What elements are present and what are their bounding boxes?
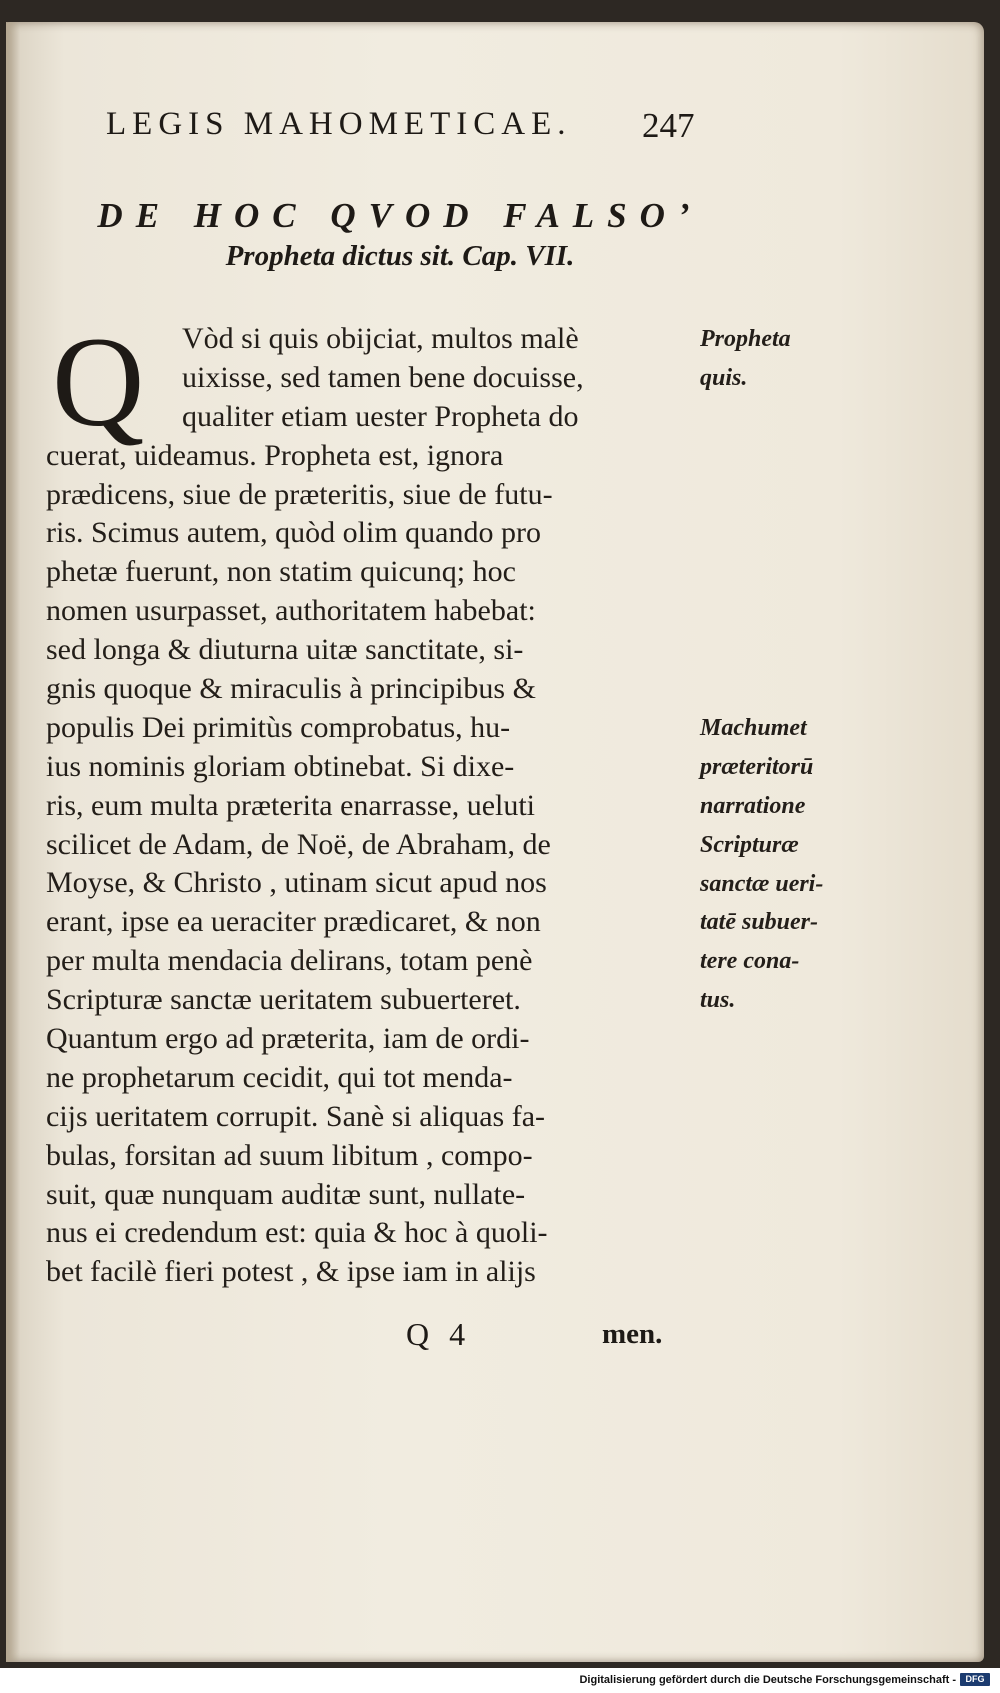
text-line: per multa mendacia delirans, totam penè (46, 944, 533, 978)
text-line: Scripturæ sanctæ ueritatem subuerteret. (46, 983, 521, 1017)
margin-note-machumet (700, 709, 823, 1020)
margin-note-line: Scripturæ (700, 831, 799, 858)
margin-note-line: præteritorū (700, 753, 814, 780)
margin-note-line: tere cona- (700, 948, 800, 975)
text-line: ris, eum multa præterita enarrasse, ueluti (46, 788, 536, 822)
text-line: bet facilè fieri potest , & ipse iam in alijs (46, 1255, 536, 1289)
text-line: Vòd si quis obijciat, multos malè (182, 322, 579, 355)
text-line: phetæ fuerunt, non statim quicunq; hoc (46, 555, 516, 589)
text-line: erant, ipse ea ueraciter prædicaret, & non (46, 905, 541, 939)
signature-mark: Q 4 (406, 1316, 472, 1352)
text-line: sed longa & diuturna uitæ sanctitate, si- (46, 633, 524, 667)
text-line: Moyse, & Christo , utinam sicut apud nos (46, 866, 547, 900)
margin-note-propheta (700, 320, 791, 398)
text-line: nomen usurpasset, authoritatem habebat: (46, 594, 536, 628)
text-line: prædicens, siue de præteritis, siue de futu- (46, 477, 553, 511)
chapter-title-line-2: Propheta dictus sit. Cap. VII. (225, 240, 575, 272)
margin-note-line: tus. (700, 987, 736, 1014)
text-line: cuerat, uideamus. Propheta est, ignora (46, 438, 504, 472)
margin-note-line: Propheta (700, 326, 791, 352)
margin-note-line: quis. (700, 364, 748, 391)
page-gutter-shadow (6, 22, 20, 1662)
dfg-credit-text: Digitalisierung gefördert durch die Deutsche Forschungsgemeinschaft - (579, 1674, 956, 1686)
body-text (46, 311, 696, 1292)
chapter-title-line-1: DE HOC QVOD FALSO’ (97, 196, 703, 235)
text-line: uixisse, sed tamen bene docuisse, (182, 360, 584, 394)
dfg-logo: DFG (960, 1673, 990, 1686)
margin-note-line: tatē subuer- (700, 909, 819, 936)
text-line: Quantum ergo ad præterita, iam de ordi- (46, 1022, 530, 1056)
margin-note-line: Machumet (700, 715, 807, 741)
text-line: ris. Scimus autem, quòd olim quando pro (46, 516, 541, 550)
text-line: populis Dei primitùs comprobatus, hu- (46, 710, 511, 744)
margin-note-line: narratione (700, 792, 806, 819)
text-line: ius nominis gloriam obtinebat. Si dixe- (46, 749, 515, 783)
catchword: men. (602, 1318, 663, 1350)
running-head: LEGIS MAHOMETICAE. (106, 106, 572, 142)
text-line: suit, quæ nunquam auditæ sunt, nullate- (46, 1177, 526, 1211)
margin-note-line: sanctæ ueri- (700, 870, 824, 897)
text-line: gnis quoque & miraculis à principibus & (46, 672, 536, 706)
text-line: scilicet de Adam, de Noë, de Abraham, de (46, 827, 551, 861)
drop-cap-initial: Q (52, 311, 145, 453)
digitization-footer (0, 1668, 1000, 1693)
text-line: ne prophetarum cecidit, qui tot menda- (46, 1060, 513, 1094)
page-number: 247 (642, 106, 695, 145)
text-line: qualiter etiam uester Propheta do (182, 399, 579, 433)
chapter-title (90, 196, 710, 273)
text-line: cijs ueritatem corrupit. Sanè si aliquas fa- (46, 1099, 545, 1133)
text-line: bulas, forsitan ad suum libitum , compo- (46, 1138, 533, 1172)
text-line: nus ei credendum est: quia & hoc à quoli- (46, 1216, 548, 1250)
page-footer (396, 1316, 716, 1362)
